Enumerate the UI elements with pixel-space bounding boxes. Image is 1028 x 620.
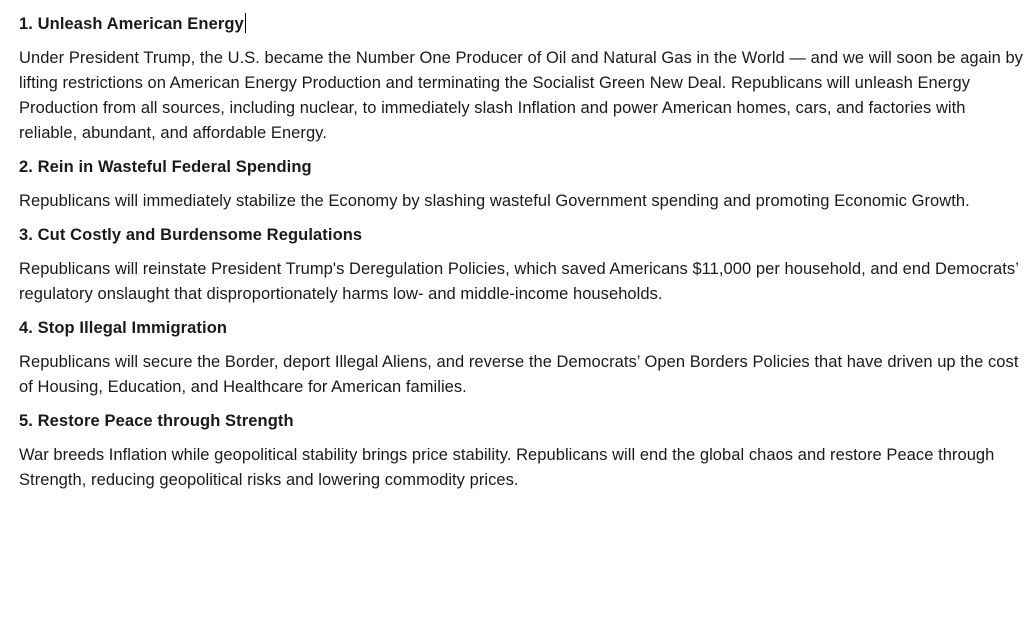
section-paragraph: Under President Trump, the U.S. became the Number One Producer of Oil and Natural Gas in the World — and we will soon be again by lifting restrictions on American Energy Production and terminating the Socialist Green New Deal. Republicans will unleash Energy Production from all sources, including nuclear, to immediately slash Inflation and power American homes, cars, and factories with reliable, abundant, and affordable Energy. [19,49,1023,142]
section-heading: 4. Stop Illegal Immigration [19,319,228,337]
text-cursor [245,13,246,33]
section-heading: 3. Cut Costly and Burdensome Regulations [19,226,363,244]
section-heading-text: 1. Unleash American Energy [19,15,244,33]
section-paragraph: Republicans will immediately stabilize the Economy by slashing wasteful Government spending and promoting Economic Growth. [19,192,970,210]
section-heading: 5. Restore Peace through Strength [19,412,294,430]
section-paragraph: Republicans will secure the Border, deport Illegal Aliens, and reverse the Democrats’ Open Borders Policies that have driven up the cost of Housing, Education, and Healthcare for American families. [19,353,1019,396]
section-heading: 2. Rein in Wasteful Federal Spending [19,158,312,176]
section-heading [19,12,1024,37]
section-peace [19,409,1024,493]
section-energy [19,12,1024,146]
section-immigration [19,316,1024,400]
section-spending [19,155,1024,214]
section-regulations [19,223,1024,307]
section-paragraph: Republicans will reinstate President Trump's Deregulation Policies, which saved Americans $11,000 per household, and end Democrats’ regulatory onslaught that disproportionately harms low- and middle-income households. [19,260,1019,303]
section-paragraph: War breeds Inflation while geopolitical stability brings price stability. Republicans will end the global chaos and restore Peace through Strength, reducing geopolitical risks and lowering commodity prices. [19,446,995,489]
